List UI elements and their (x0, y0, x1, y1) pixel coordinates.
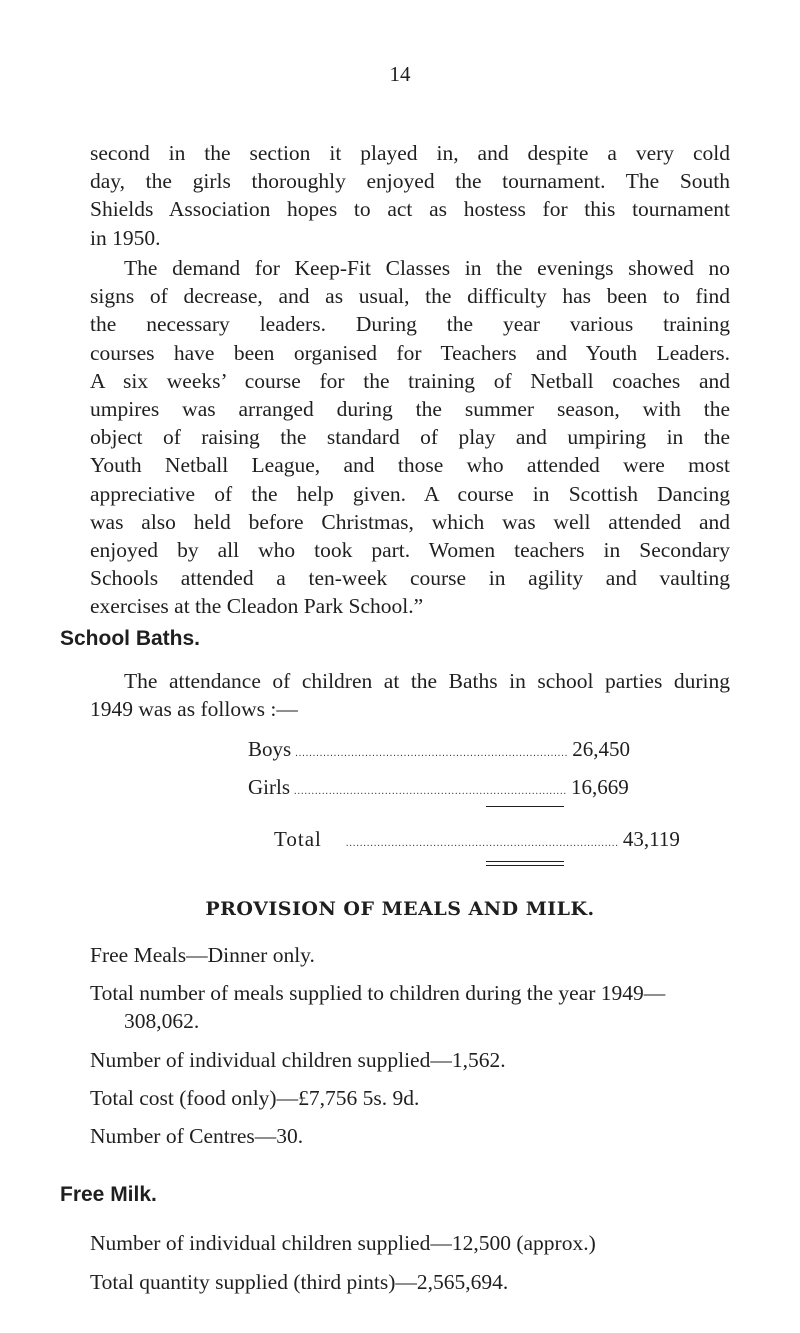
text-line: Schools attended a ten-week course in agility and vaulting (90, 566, 730, 591)
page-number: 14 (389, 62, 411, 86)
free-meals-line: Free Meals—Dinner only. (90, 943, 315, 967)
keepfit-paragraph (90, 254, 730, 621)
leader-dots: .............................................................................. (345, 838, 619, 849)
milk-quantity-line: Total quantity supplied (third pints)—2,565,694. (90, 1270, 509, 1294)
row-value: 16,669 (571, 775, 629, 799)
total-rule-double (486, 865, 564, 866)
text-line: The attendance of children at the Baths in school parties during (124, 669, 730, 693)
meals-total-value: 308,062. (124, 1009, 200, 1033)
text-line: A six weeks’ course for the training of Netball coaches and (90, 368, 730, 393)
table-row (248, 737, 630, 765)
text-line: The demand for Keep-Fit Classes in the evenings showed no (124, 256, 730, 280)
text-line: day, the girls thoroughly enjoyed the tournament. The South (90, 169, 730, 194)
intro-paragraph (90, 139, 730, 252)
text-line: courses have been organised for Teachers and Youth Leaders. (90, 340, 730, 365)
milk-children-line: Number of individual children supplied—12,500 (approx.) (90, 1231, 596, 1255)
school-baths-heading: School Baths. (60, 627, 201, 650)
total-value: 43,119 (622, 827, 680, 851)
text-line: exercises at the Cleadon Park School.” (90, 594, 424, 619)
leader-dots: .............................................................................. (294, 786, 567, 797)
leader-dots: .............................................................................. (295, 748, 569, 759)
text-line: enjoyed by all who took part. Women teachers in Secondary (90, 538, 730, 563)
total-row (274, 827, 680, 855)
meals-heading: PROVISION OF MEALS AND MILK. (205, 898, 595, 920)
text-line: Shields Association hopes to act as hostess for this tournament (90, 197, 730, 222)
row-value: 26,450 (572, 737, 630, 761)
table-row (248, 775, 629, 803)
text-line: 1949 was as follows :— (90, 697, 298, 722)
row-label: Boys (248, 737, 292, 761)
text-line: in 1950. (90, 225, 161, 250)
meals-cost-line: Total cost (food only)—£7,756 5s. 9d. (90, 1086, 420, 1110)
total-label: Total (274, 827, 322, 851)
subtotal-rule (486, 806, 564, 807)
meals-centres-line: Number of Centres—30. (90, 1124, 304, 1148)
text-line: the necessary leaders. During the year various training (90, 312, 730, 337)
school-baths-intro (90, 667, 730, 723)
meals-total-line: Total number of meals supplied to children during the year 1949— (90, 981, 666, 1005)
text-line: second in the section it played in, and despite a very cold (90, 141, 730, 165)
text-line: umpires was arranged during the summer season, with the (90, 397, 730, 422)
text-line: appreciative of the help given. A course in Scottish Dancing (90, 481, 730, 506)
text-line: was also held before Christmas, which was well attended and (90, 509, 730, 534)
meals-children-line: Number of individual children supplied—1,562. (90, 1048, 506, 1072)
free-milk-heading: Free Milk. (60, 1183, 157, 1206)
text-line: object of raising the standard of play and umpiring in the (90, 425, 730, 450)
total-rule (486, 861, 564, 862)
text-line: signs of decrease, and as usual, the difficulty has been to find (90, 284, 730, 309)
row-label: Girls (248, 775, 290, 799)
text-line: Youth Netball League, and those who attended were most (90, 453, 730, 478)
